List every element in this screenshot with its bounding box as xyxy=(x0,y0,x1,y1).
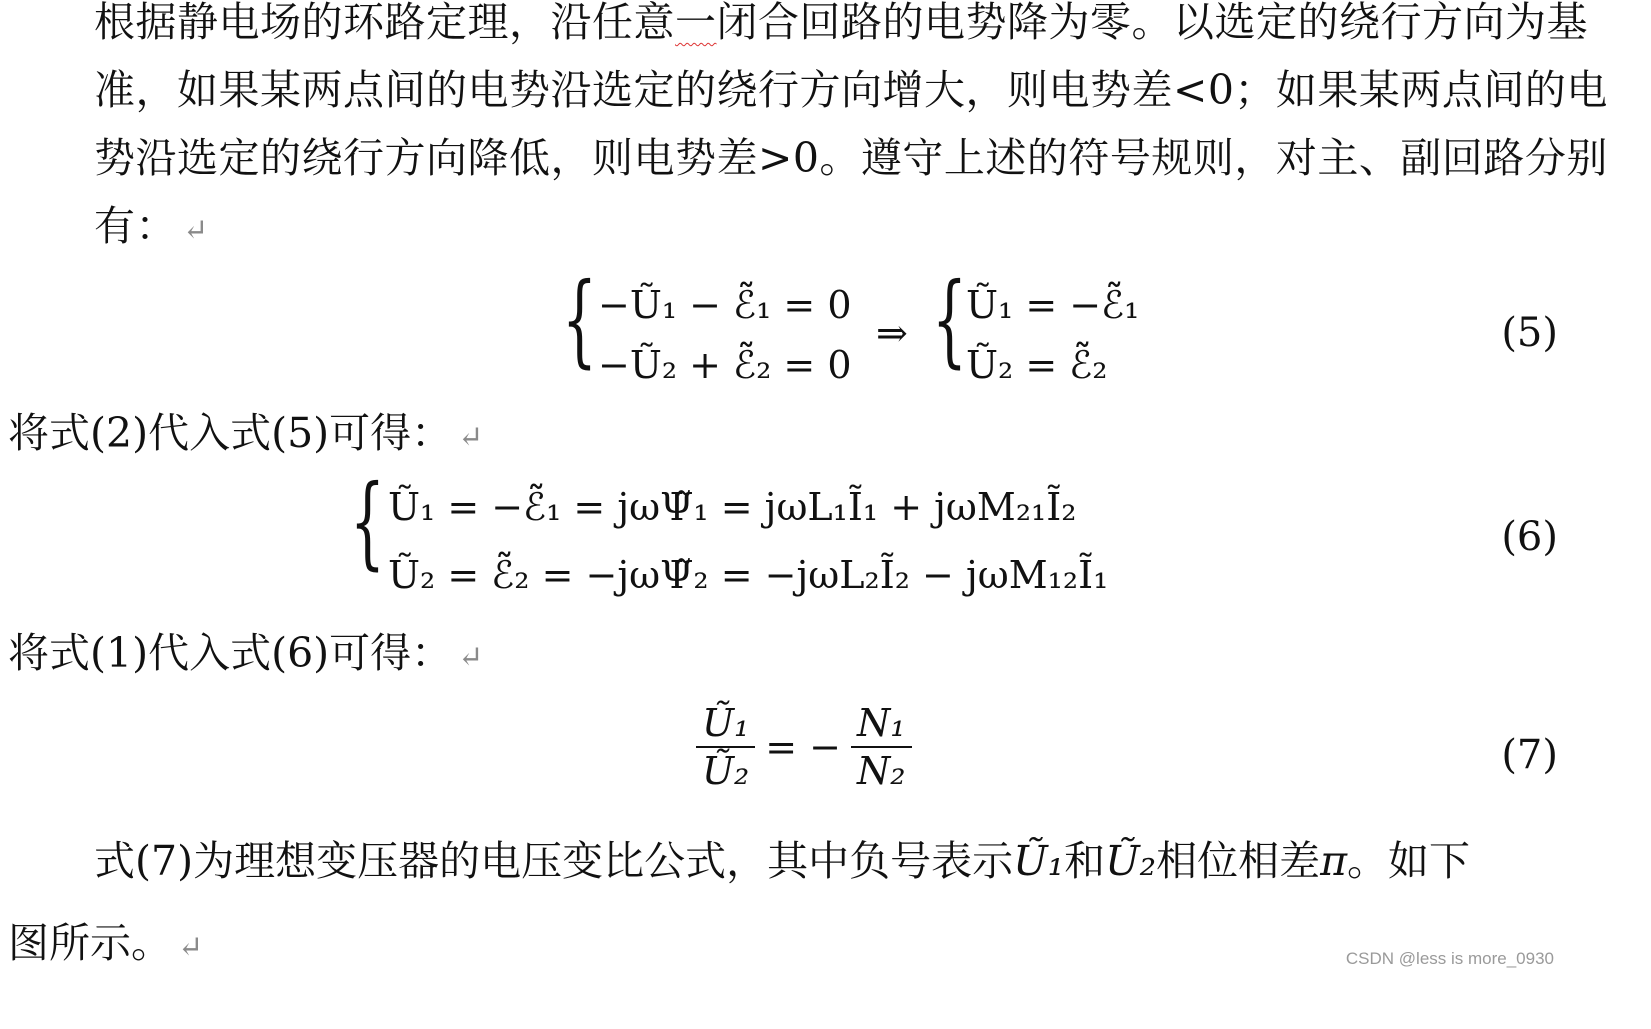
fraction-numerator-n1: N₁ xyxy=(857,701,906,745)
eq5-right-bottom: Ũ₂ = ℰ̃₂ xyxy=(966,343,1108,387)
equation-number-5: (5) xyxy=(1501,310,1558,356)
intro-text-eq6: 将式(2)代入式(5)可得： xyxy=(8,409,453,457)
conclusion-text-d: 。如下 xyxy=(1347,837,1471,885)
paragraph-return-mark: ↵ xyxy=(183,213,209,248)
fraction-u1-over-u2 xyxy=(696,700,755,794)
fraction-denominator-n2: N₂ xyxy=(857,749,906,793)
paragraph-return-mark: ↵ xyxy=(458,420,484,455)
eq5-left-bottom: −Ũ₂ + ℰ̃₂ = 0 xyxy=(598,343,852,387)
intro-line-eq7 xyxy=(8,628,483,683)
symbol-pi: π xyxy=(1320,837,1348,885)
eq5-right-top: Ũ₁ = −ℰ̃₁ xyxy=(966,283,1140,327)
equals-minus: = − xyxy=(765,725,842,769)
left-brace-eq5: { xyxy=(562,261,597,378)
symbol-u1: Ũ₁ xyxy=(1013,837,1065,885)
right-brace-eq5: { xyxy=(932,261,967,378)
left-brace-eq6: { xyxy=(350,463,385,580)
eq6-bottom: Ũ₂ = ℰ̃₂ = −jωΨ̃₂ = −jωL₂Ĩ₂ − jωM₁₂Ĩ₁ xyxy=(388,553,1109,597)
implies-arrow: ⇒ xyxy=(876,311,908,355)
fraction-numerator-u1: Ũ₁ xyxy=(702,701,750,745)
fraction-denominator-u2: Ũ₂ xyxy=(702,749,750,793)
paragraph-conclusion xyxy=(94,836,1470,886)
conclusion-text-b: 和 xyxy=(1064,837,1106,885)
equation-7 xyxy=(696,700,912,794)
equation-number-7: (7) xyxy=(1501,732,1558,778)
intro-text-a: 根据静电场的环路定理，沿任意 xyxy=(94,0,675,46)
paragraph-return-mark: ↵ xyxy=(458,640,484,675)
intro-line-eq6 xyxy=(8,408,483,463)
fraction-n1-over-n2 xyxy=(851,700,911,794)
paragraph-return-mark: ↵ xyxy=(178,930,204,965)
conclusion-text-e: 图所示。 xyxy=(8,919,172,967)
paragraph-intro xyxy=(8,0,1634,265)
eq6-top: Ũ₁ = −ℰ̃₁ = jωΨ̃₁ = jωL₁Ĩ₁ + jωM₂₁Ĩ₂ xyxy=(388,485,1077,529)
eq5-left-top: −Ũ₁ − ℰ̃₁ = 0 xyxy=(598,283,852,327)
conclusion-text-c: 相位相差 xyxy=(1156,837,1321,885)
csdn-watermark: CSDN @less is more_0930 xyxy=(1345,949,1554,968)
conclusion-line-2 xyxy=(8,918,203,973)
conclusion-text-a: 式(7)为理想变压器的电压变比公式，其中负号表示 xyxy=(94,837,1014,885)
symbol-u2: Ũ₂ xyxy=(1105,837,1157,885)
spellcheck-underlined-char: 一 xyxy=(675,0,717,46)
equation-number-6: (6) xyxy=(1501,514,1558,560)
intro-text-eq7: 将式(1)代入式(6)可得： xyxy=(8,629,453,677)
intro-text-b: 闭合回路的电势降为零。以选定的绕行方向为基准，如果某两点间的电势沿选定的绕行方向增大，则电势差<0；如果某两点间的电势沿选定的绕行方向降低，则电势差>0。遵守上述的符号规则，对主、副回路分别有： xyxy=(94,0,1608,250)
